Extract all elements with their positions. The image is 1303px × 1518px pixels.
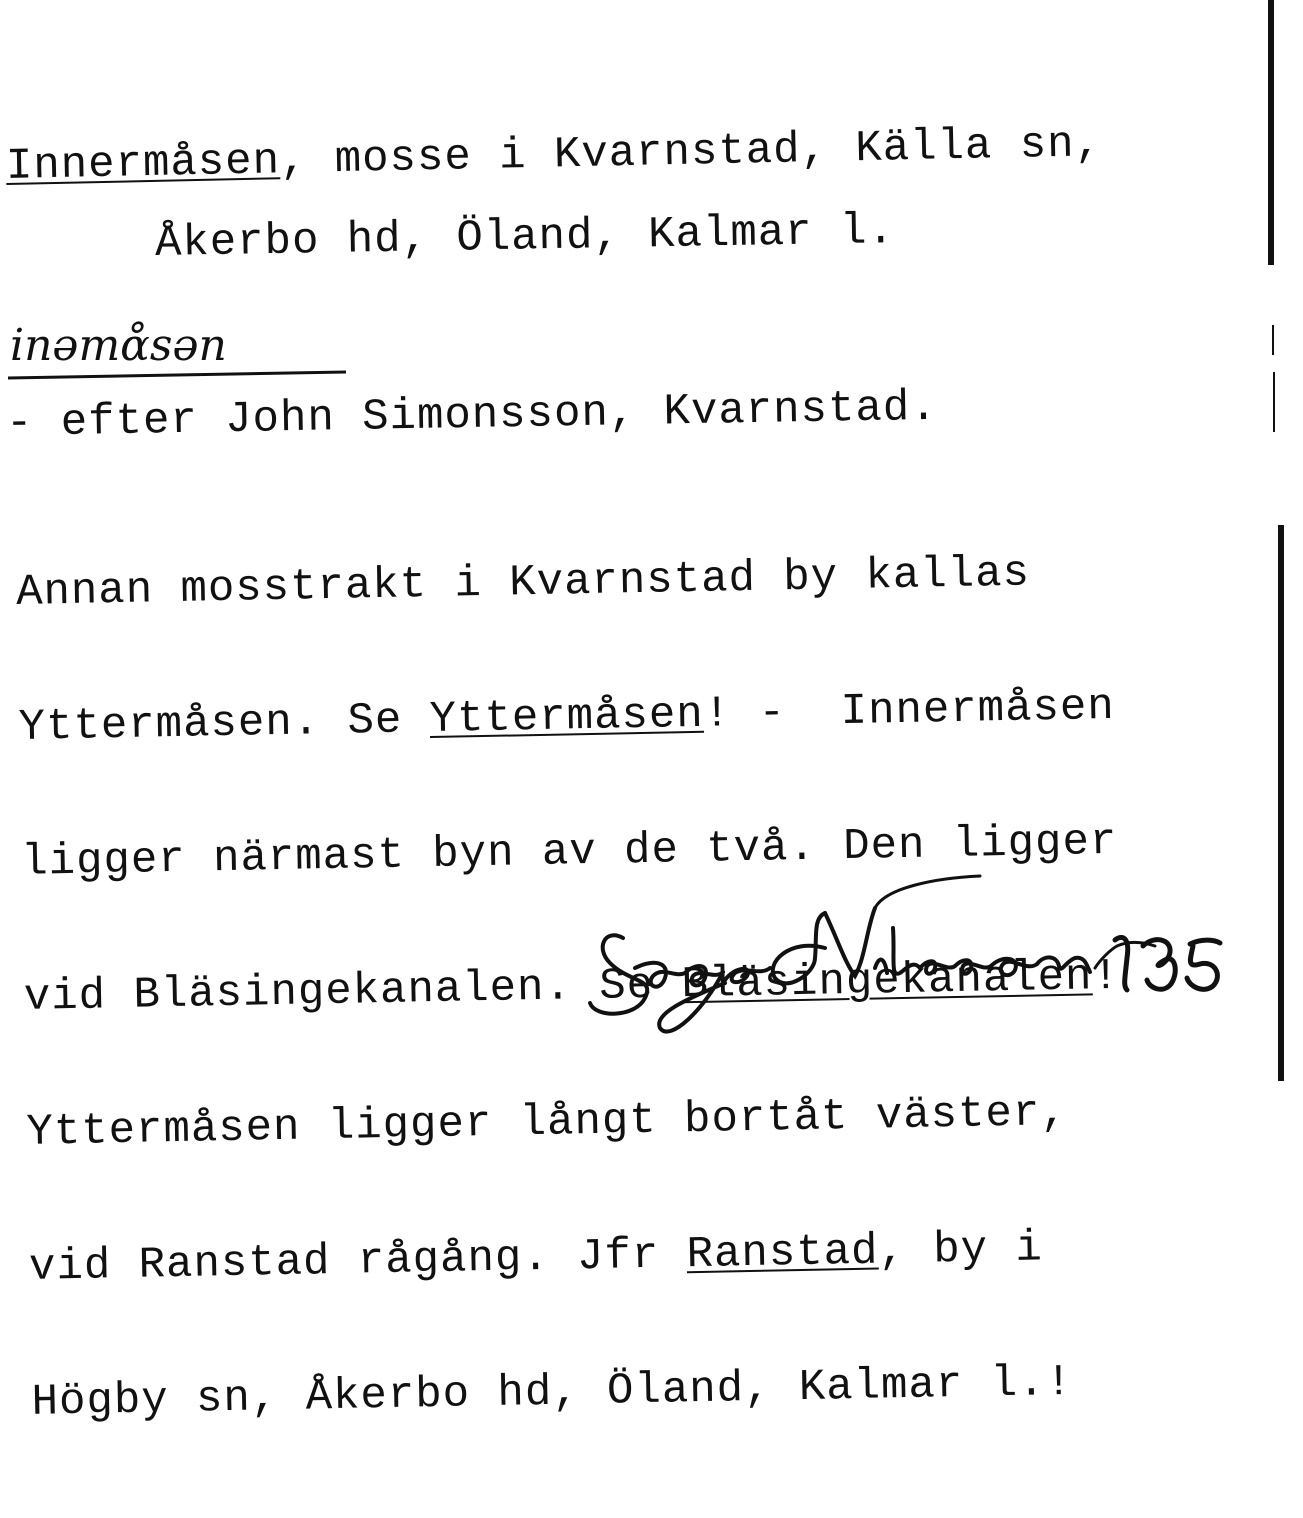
card-edge-line xyxy=(1278,525,1284,1081)
headword-description: , mosse i Kvarnstad, Källa sn, xyxy=(279,119,1103,187)
note-line: Yttermåsen ligger långt bortåt väster, xyxy=(26,1087,1069,1158)
location-line: Åkerbo hd, Öland, Kalmar l. xyxy=(154,206,896,269)
cross-reference-link: Bläsingekanalen xyxy=(681,952,1093,1011)
note-line: Högby sn, Åkerbo hd, Öland, Kalmar l.! xyxy=(31,1357,1074,1428)
handwritten-signature xyxy=(575,868,1265,1058)
note-text: ! - Innermåsen xyxy=(703,681,1116,740)
headword-line xyxy=(5,119,1103,192)
note-line xyxy=(29,1224,1126,1292)
phonetic-text: inəmɑ̊sən xyxy=(10,320,227,371)
source-line: - efter John Simonsson, Kvarnstad. xyxy=(5,382,939,449)
cross-reference-link: Yttermåsen xyxy=(429,689,705,746)
note-text: ! xyxy=(1092,951,1121,1003)
note-text: , by i xyxy=(877,1223,1044,1277)
cross-reference-link: Ranstad xyxy=(686,1226,879,1281)
card-edge-line xyxy=(1268,0,1274,265)
phonetic-transcription xyxy=(6,318,366,388)
note-text: vid Bläsingekanalen. Se xyxy=(23,960,682,1023)
note-line: ligger närmast byn av de två. Den ligger xyxy=(20,816,1118,888)
headword: Innermåsen xyxy=(5,136,281,192)
card-edge-line xyxy=(1272,325,1274,355)
note-line xyxy=(18,681,1116,753)
note-text: Yttermåsen. Se xyxy=(18,695,431,753)
note-text: vid Ranstad rågång. Jfr xyxy=(28,1230,688,1293)
phonetic-underline xyxy=(8,372,346,378)
card-edge-line xyxy=(1273,372,1275,432)
note-line: Annan mosstrakt i Kvarnstad by kallas xyxy=(15,548,1031,618)
